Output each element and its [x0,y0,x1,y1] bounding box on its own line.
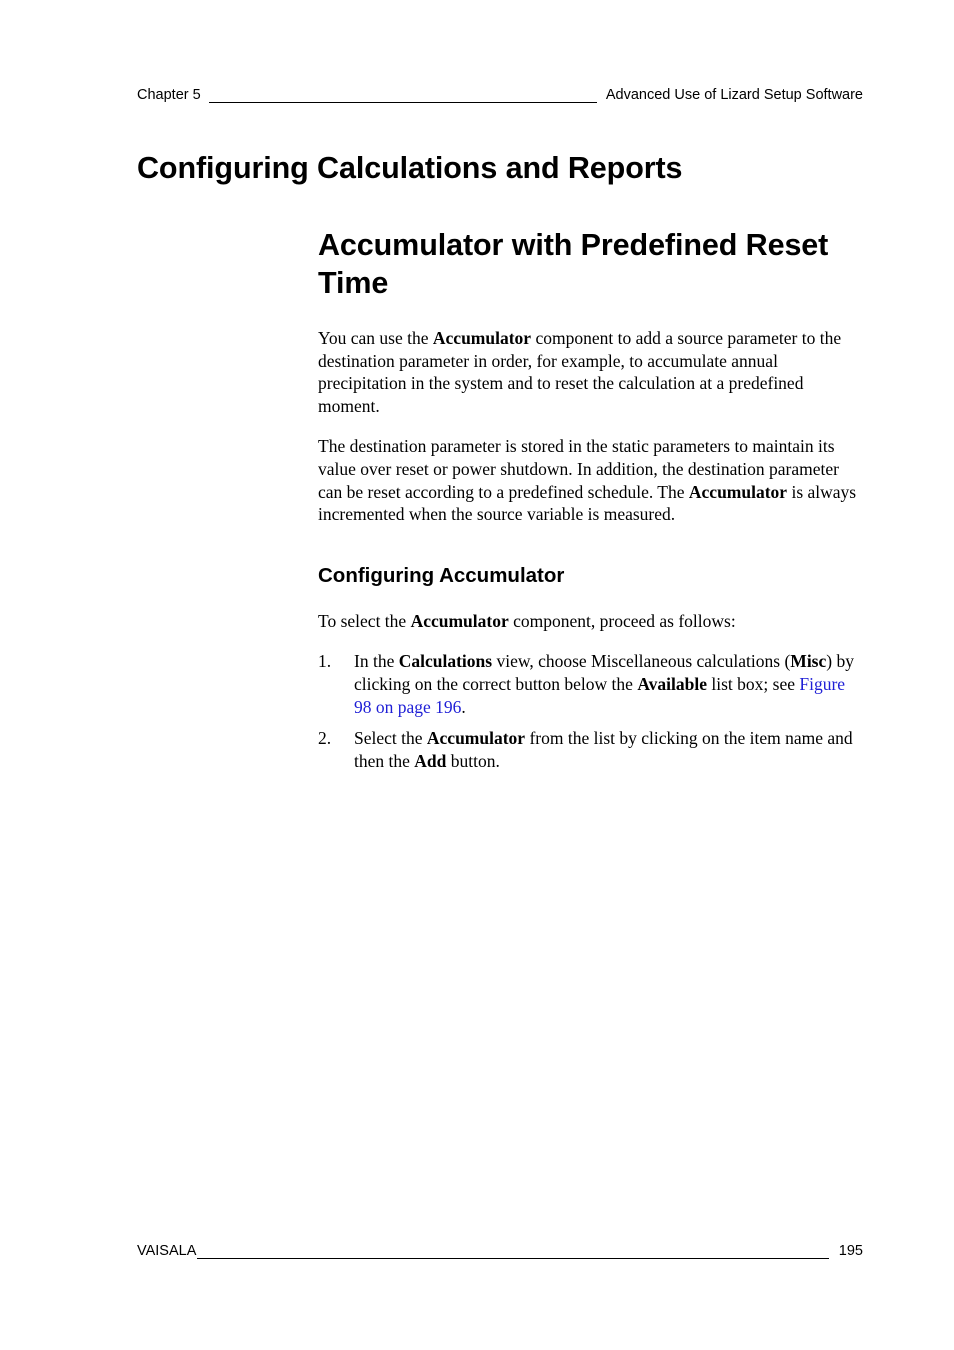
term-accumulator: Accumulator [688,481,788,502]
step-item: 1. In the Calculations view, choose Miscellaneous calculations (Misc) by clicking on the correct button below the Available list box; see Figure 98 on page 196. [318,651,854,717]
storage-paragraph: The destination parameter is stored in the static parameters to maintain its value over reset or power shutdown. In addition, the destination parameter can be reset according to a predefined schedule. The Accumulator is always incremented when the source variable is measured. [318,436,857,525]
chapter-title: Configuring Calculations and Reports [137,151,683,185]
term-accumulator: Accumulator [432,328,532,348]
term-available: Available [637,673,708,694]
subsection-title: Configuring Accumulator [318,563,565,587]
intro-paragraph: You can use the Accumulator component to add a source parameter to the destination parameter in order, for example, to accumulate annual precipitation in the system and to reset the calculation at a predefined moment. [318,328,842,416]
figure-link[interactable]: Figure 98 on page 196 [354,673,846,717]
step-item: 2. Select the Accumulator from the list by clicking on the item name and then the Add button. [318,728,853,771]
main-content [318,226,866,772]
header-rule [209,87,597,103]
term-calculations: Calculations [398,651,493,672]
procedure-steps [318,650,866,772]
header-chapter: Chapter 5 [137,87,201,103]
step-number: 1. [318,651,332,672]
footer-rule [197,1243,828,1259]
term-add: Add [414,750,447,771]
term-accumulator: Accumulator [426,728,526,749]
section-title: Accumulator with Predefined Reset Time [318,228,829,300]
term-misc: Misc [790,651,827,672]
page-header [137,87,863,107]
term-accumulator: Accumulator [410,610,509,631]
page-number: 195 [838,1243,863,1259]
page-footer [137,1243,863,1263]
procedure-intro: To select the Accumulator component, proceed as follows: [318,610,736,631]
header-title: Advanced Use of Lizard Setup Software [605,87,863,103]
step-number: 2. [318,728,332,749]
footer-company: VAISALA [137,1243,197,1259]
